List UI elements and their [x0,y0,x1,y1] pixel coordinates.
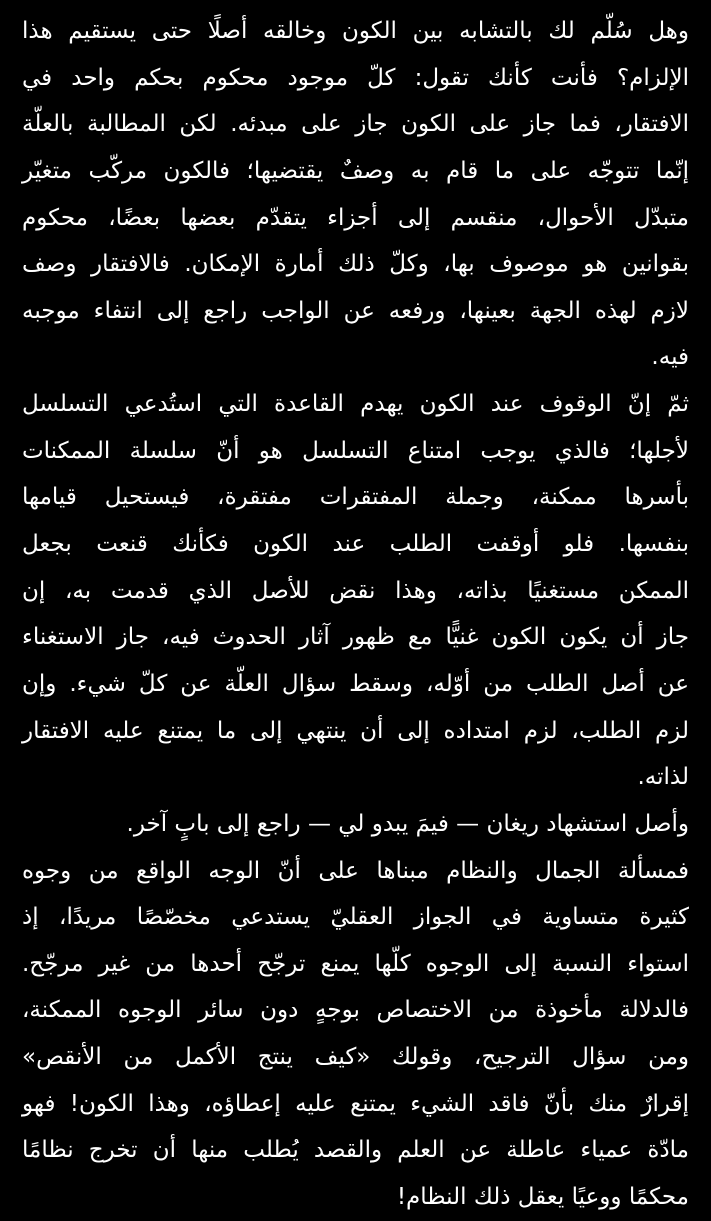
text-line: مادّة عمياء عاطلة عن العلم والقصد يُطلب منها أن تخرج نظامًا [22,1137,689,1164]
text-line: إقرارٌ منك بأنّ فاقد الشيء يمتنع عليه إعطاؤه، وهذا الكون! فهو [22,1090,689,1117]
text-line: كثيرة متساوية في الجواز العقليّ يستدعي مخصّصًا مريدًا، إذ [22,904,689,931]
text-line: متبدّل الأحوال، منقسم إلى أجزاء يتقدّم بعضها بعضًا، محكوم [22,204,689,231]
text-line: وهل سُلّم لك بالتشابه بين الكون وخالقه أصلًا حتى يستقيم هذا [22,18,689,44]
text-line: فمسألة الجمال والنظام مبناها على أنّ الوجه الواقع من وجوه [22,857,689,884]
text-line: بنفسها. فلو أوقفت الطلب عند الكون فكأنك قنعت بجعل [22,531,689,558]
text-line: لأجلها؛ فالذي يوجب امتناع التسلسل هو أنّ سلسلة الممكنات [22,437,689,464]
text-line: بأسرها ممكنة، وجملة المفتقرات مفتقرة، فيستحيل قيامها [22,484,689,511]
document-text [0,8,711,1221]
text-line: جاز أن يكون الكون غنيًّا مع ظهور آثار الحدوث فيه، جاز الاستغناء [22,624,689,651]
text-line: عن أصل الطلب من أوّله، وسقط سؤال العلّة عن كلّ شيء. وإن [22,670,689,697]
text-line: لزم الطلب، لزم امتداده إلى أن ينتهي إلى ما يمتنع عليه الافتقار [22,717,689,744]
text-line: فالدلالة مأخوذة من الاختصاص بوجهٍ دون سائر الوجوه الممكنة، [22,997,689,1024]
text-line: ومن سؤال الترجيح، وقولك «كيف ينتج الأكمل من الأنقص» [22,1044,689,1071]
text-line: وأصل استشهاد ريغان — فيمَ يبدو لي — راجع إلى بابٍ آخر. [126,810,689,837]
text-line: بقوانين هو موصوف بها، وكلّ ذلك أمارة الإمكان. فالافتقار وصف [22,251,689,278]
text-line: الممكن مستغنيًا بذاته، وهذا نقض للأصل الذي قدمت به، إن [22,577,689,604]
text-line: إنّما تتوجّه على ما قام به وصفٌ يقتضيها؛ فالكون مركّب متغيّر [22,157,689,184]
text-line: ثمّ إنّ الوقوف عند الكون يهدم القاعدة التي استُدعي التسلسل [22,391,689,418]
text-line: محكمًا ووعيًا يعقل ذلك النظام! [396,1184,689,1211]
text-line: استواء النسبة إلى الوجوه كلّها يمنع ترجّح أحدها من غير مرجّح. [22,950,689,977]
text-line: لذاته. [637,764,689,791]
text-line: فيه. [651,344,689,371]
text-line: الافتقار، فما جاز على الكون جاز على مبدئه. لكن المطالبة بالعلّة [22,111,689,138]
text-line: الإلزام؟ فأنت كأنك تقول: كلّ موجود محكوم بحكم واحد في [22,64,689,91]
text-line: لازم لهذه الجهة بعينها، ورفعه عن الواجب راجع إلى انتفاء موجبه [22,297,689,324]
